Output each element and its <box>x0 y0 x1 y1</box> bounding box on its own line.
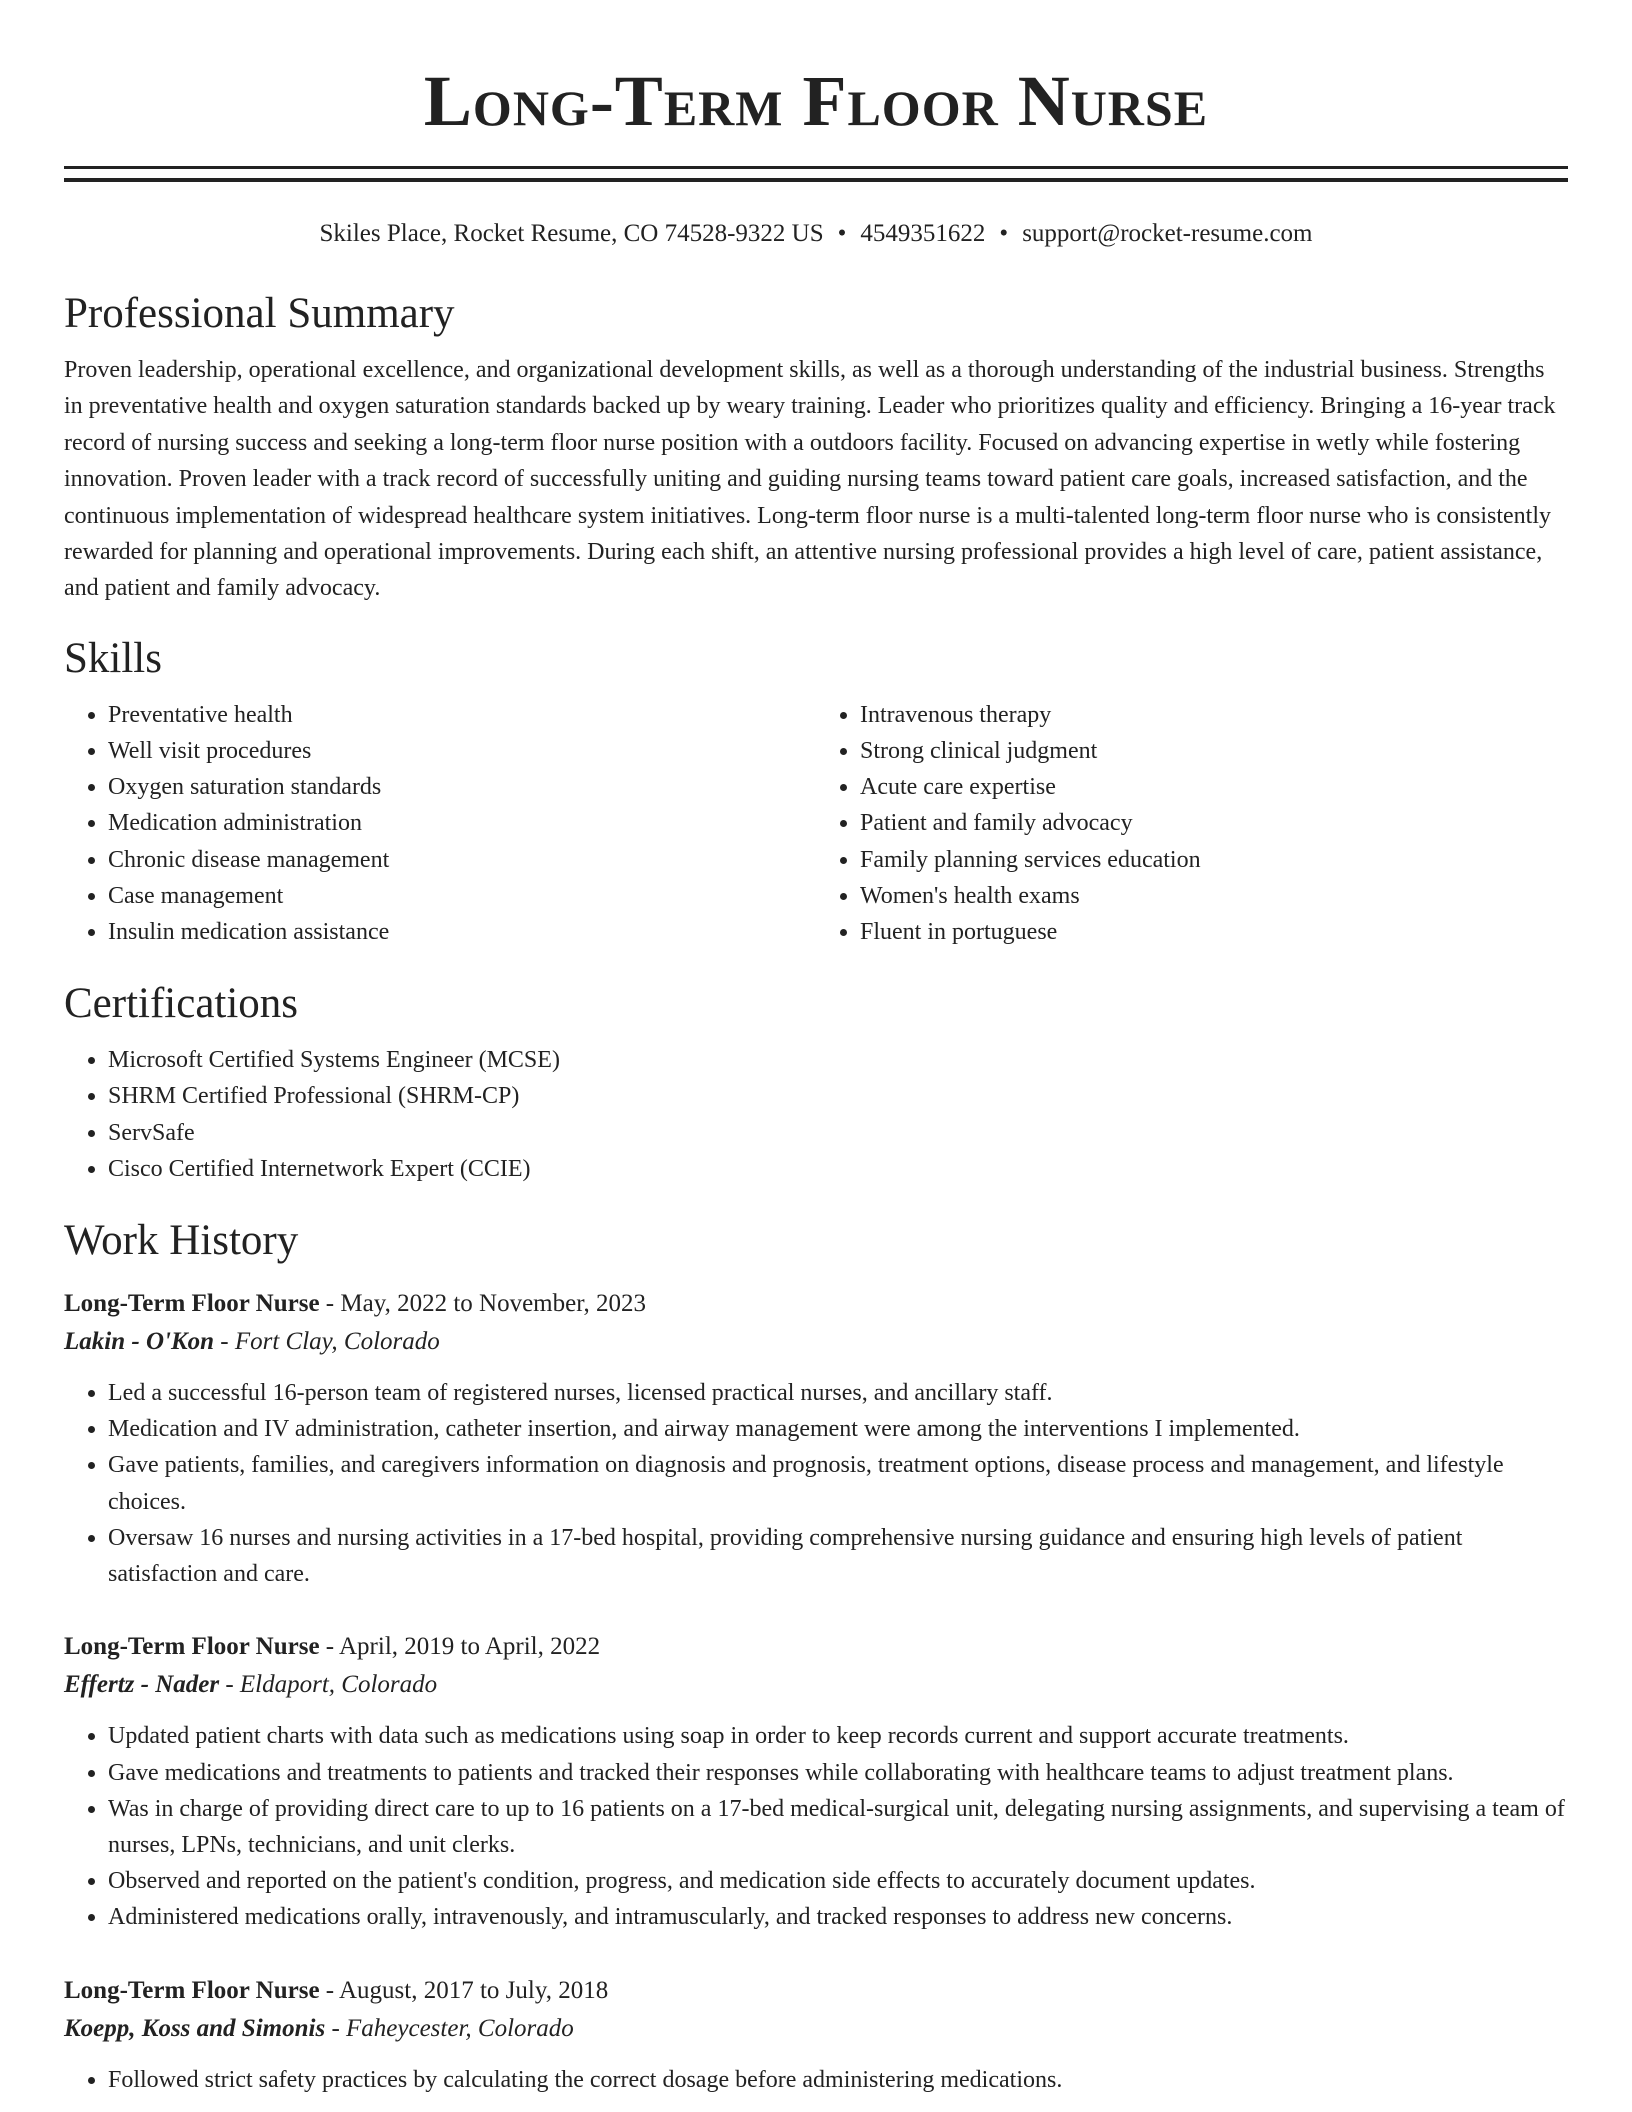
certifications-heading: Certifications <box>64 980 299 1028</box>
job-location: - Faheycester, Colorado <box>325 2014 574 2042</box>
skills-columns <box>64 697 1568 950</box>
contact-line <box>64 218 1568 250</box>
job-company: Lakin - O'Kon <box>64 1328 215 1356</box>
job-entry <box>64 1628 1568 1935</box>
skill-item: • Well visit procedures <box>108 733 816 769</box>
work-history-heading: Work History <box>64 1217 299 1265</box>
skill-item: • Case management <box>108 878 816 914</box>
skill-item: • Fluent in portuguese <box>860 914 1568 950</box>
job-bullets <box>64 1718 1568 1935</box>
job-bullet: • Updated patient charts with data such as medications using soap in order to keep records current and support accurate treatments. <box>108 1718 1568 1754</box>
skill-item: • Intravenous therapy <box>860 697 1568 733</box>
job-dates: - August, 2017 to July, 2018 <box>319 1976 609 2004</box>
job-title-line <box>64 1628 1568 1666</box>
skills-left-list <box>64 697 816 950</box>
job-bullet: • Oversaw 16 nurses and nursing activities in a 17-bed hospital, providing comprehensive nursing guidance and ensuring high levels of patient satisfaction and care. <box>108 1520 1568 1592</box>
job-location: - Fort Clay, Colorado <box>214 1328 440 1356</box>
job-entry <box>64 1285 1568 1592</box>
job-company-line <box>64 1666 1568 1704</box>
job-company-line <box>64 2010 1568 2048</box>
summary-text: Proven leadership, operational excellence, and organizational development skills, as well as a thorough understanding of the industrial business. Strengths in preventative health and oxygen saturation standards backed up by weary training. Leader who prioritizes quality and efficiency. Bringing a 16-year track record of nursing success and seeking a long-term floor nurse position with a outdoors facility. Focused on advancing expertise in wetly while fostering innovation. Proven leader with a track record of successfully uniting and guiding nursing teams toward patient care goals, increased satisfaction, and the continuous implementation of widespread healthcare system initiatives. Long-term floor nurse is a multi-talented long-term floor nurse who is consistently rewarded for planning and operational improvements. During each shift, an attentive nursing professional provides a high level of care, patient assistance, and patient and family advocacy. <box>64 357 1556 602</box>
skills-heading: Skills <box>64 634 162 682</box>
job-dates: - May, 2022 to November, 2023 <box>319 1290 647 1318</box>
phone: 4549351622 <box>860 220 986 247</box>
job-bullets <box>64 1375 1568 1592</box>
job-title: Long-Term Floor Nurse <box>64 1976 320 2004</box>
contact-separator: • <box>837 220 847 247</box>
job-bullet: • Followed strict safety practices by calculating the correct dosage before administering medications. <box>108 2062 1568 2098</box>
summary-heading: Professional Summary <box>64 290 455 337</box>
resume-name: Long-Term Floor Nurse <box>423 61 1209 141</box>
job-bullet: • Administered medications orally, intravenously, and intramuscularly, and tracked responses to address new concerns. <box>108 1899 1568 1935</box>
certification-item: • Cisco Certified Internetwork Expert (CCIE) <box>108 1151 1568 1187</box>
job-location: - Eldaport, Colorado <box>219 1671 438 1699</box>
skill-item: • Acute care expertise <box>860 769 1568 805</box>
skill-item: • Oxygen saturation standards <box>108 769 816 805</box>
job-bullets <box>64 2062 1568 2098</box>
certifications-list <box>64 1042 1568 1187</box>
job-title: Long-Term Floor Nurse <box>64 1633 320 1661</box>
skill-item: • Family planning services education <box>860 842 1568 878</box>
skill-item: • Chronic disease management <box>108 842 816 878</box>
certification-item: • SHRM Certified Professional (SHRM-CP) <box>108 1078 1568 1114</box>
skills-right-list <box>816 697 1568 950</box>
job-bullet: • Was in charge of providing direct care to up to 16 patients on a 17-bed medical-surgical unit, delegating nursing assignments, and supervising a team of nurses, LPNs, technicians, and unit clerks. <box>108 1791 1568 1863</box>
resume-page <box>64 0 1568 2098</box>
skill-item: • Patient and family advocacy <box>860 805 1568 841</box>
address: Skiles Place, Rocket Resume, CO 74528-9322 US <box>319 220 824 247</box>
job-entry <box>64 1972 1568 2098</box>
email: support@rocket-resume.com <box>1022 220 1313 247</box>
job-dates: - April, 2019 to April, 2022 <box>319 1633 601 1661</box>
skill-item: • Medication administration <box>108 805 816 841</box>
job-company-line <box>64 1323 1568 1361</box>
certification-item: • ServSafe <box>108 1115 1568 1151</box>
job-title: Long-Term Floor Nurse <box>64 1290 320 1318</box>
skill-item: • Preventative health <box>108 697 816 733</box>
job-company: Effertz - Nader <box>64 1671 220 1699</box>
job-bullet: • Observed and reported on the patient's condition, progress, and medication side effects to accurately document updates. <box>108 1863 1568 1899</box>
skill-item: • Insulin medication assistance <box>108 914 816 950</box>
skill-item: • Strong clinical judgment <box>860 733 1568 769</box>
skill-item: • Women's health exams <box>860 878 1568 914</box>
job-company: Koepp, Koss and Simonis <box>64 2014 326 2042</box>
job-bullet: • Gave medications and treatments to patients and tracked their responses while collaborating with healthcare teams to adjust treatment plans. <box>108 1755 1568 1791</box>
certification-item: • Microsoft Certified Systems Engineer (MCSE) <box>108 1042 1568 1078</box>
contact-separator: • <box>999 220 1009 247</box>
job-bullet: • Gave patients, families, and caregivers information on diagnosis and prognosis, treatment options, disease process and management, and lifestyle choices. <box>108 1447 1568 1519</box>
job-title-line <box>64 1972 1568 2010</box>
job-title-line <box>64 1285 1568 1323</box>
job-bullet: • Led a successful 16-person team of registered nurses, licensed practical nurses, and ancillary staff. <box>108 1375 1568 1411</box>
job-bullet: • Medication and IV administration, catheter insertion, and airway management were among the interventions I implemented. <box>108 1411 1568 1447</box>
header-divider <box>64 166 1568 182</box>
